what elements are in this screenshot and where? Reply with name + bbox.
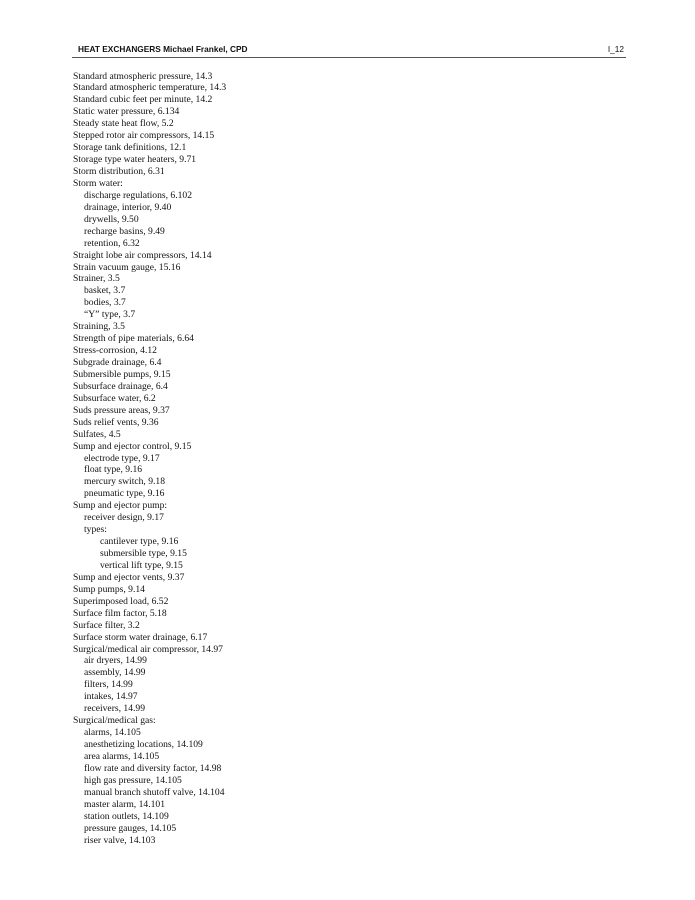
header-title: HEAT EXCHANGERS Michael Frankel, CPD	[78, 44, 248, 54]
index-entry: Strength of pipe materials, 6.64	[73, 333, 194, 345]
index-subentry: station outlets, 14.109	[84, 810, 169, 822]
index-subentry: vertical lift type, 9.15	[100, 559, 183, 571]
index-subentry: cantilever type, 9.16	[100, 536, 179, 548]
index-entry: Standard atmospheric pressure, 14.3	[73, 70, 213, 82]
index-subentry: electrode type, 9.17	[84, 452, 160, 464]
index-subentry: flow rate and diversity factor, 14.98	[84, 762, 222, 774]
index-subentry: discharge regulations, 6.102	[84, 189, 192, 201]
index-entry: Submersible pumps, 9.15	[73, 368, 171, 380]
index-entry: Straight lobe air compressors, 14.14	[73, 249, 212, 261]
index-subentry: retention, 6.32	[84, 237, 140, 249]
page-number: I_12	[607, 44, 624, 54]
index-subentry: filters, 14.99	[84, 679, 133, 691]
index-subentry: recharge basins, 9.49	[84, 225, 165, 237]
index-entry: Storm distribution, 6.31	[73, 166, 165, 177]
index-entry: Surface film factor, 5.18	[73, 607, 167, 619]
index-entry: Sump pumps, 9.14	[73, 583, 145, 595]
index-entry: Straining, 3.5	[73, 321, 125, 333]
index-subentry: drywells, 9.50	[84, 213, 139, 225]
index-entry: Storm water:	[73, 177, 123, 189]
index-entry: Storage tank definitions, 12.1	[73, 142, 187, 154]
index-entry: Stepped rotor air compressors, 14.15	[73, 130, 215, 142]
index-entry: Surgical/medical air compressor, 14.97	[73, 643, 223, 655]
index-subentry: high gas pressure, 14.105	[84, 774, 182, 786]
index-subentry: area alarms, 14.105	[84, 750, 160, 762]
index-entry: Sulfates, 4.5	[73, 428, 121, 440]
index-subentry: master alarm, 14.101	[84, 798, 165, 810]
index-entry: Subsurface water, 6.2	[73, 392, 156, 404]
index-subentry: drainage, interior, 9.40	[84, 201, 172, 213]
index-subentry: air dryers, 14.99	[84, 655, 147, 667]
index-subentry: mercury switch, 9.18	[84, 476, 165, 488]
index-entry: Subsurface drainage, 6.4	[73, 380, 168, 392]
index-subentry: anesthetizing locations, 14.109	[84, 739, 203, 750]
index-subentry: assembly, 14.99	[84, 667, 146, 679]
index-subentry: riser valve, 14.103	[84, 834, 156, 846]
index-subentry: pneumatic type, 9.16	[84, 488, 165, 500]
index-entry: Suds pressure areas, 9.37	[73, 404, 170, 416]
index-entry-list	[73, 71, 613, 847]
index-subentry: “Y” type, 3.7	[84, 309, 136, 321]
index-subentry: pressure gauges, 14.105	[84, 822, 177, 834]
index-entry: Surgical/medical gas:	[73, 715, 156, 727]
index-subentry: manual branch shutoff valve, 14.104	[84, 786, 225, 798]
index-entry: Standard atmospheric temperature, 14.3	[73, 82, 227, 94]
index-subentry: intakes, 14.97	[84, 691, 138, 703]
header-rule	[72, 57, 626, 58]
index-entry: Surface storm water drainage, 6.17	[73, 631, 208, 643]
index-entry: Subgrade drainage, 6.4	[73, 357, 162, 368]
index-subentry: receiver design, 9.17	[84, 512, 164, 524]
index-subentry: basket, 3.7	[84, 285, 126, 297]
index-entry: Surface filter, 3.2	[73, 619, 140, 631]
index-entry: Storage type water heaters, 9.71	[73, 154, 197, 166]
index-entry: Strain vacuum gauge, 15.16	[73, 261, 181, 273]
running-header	[72, 44, 626, 58]
index-entry: Standard cubic feet per minute, 14.2	[73, 94, 213, 106]
index-subentry: alarms, 14.105	[84, 727, 141, 739]
index-entry: Sump and ejector pump:	[73, 500, 168, 512]
index-entry: Sump and ejector vents, 9.37	[73, 571, 185, 583]
index-entry: Suds relief vents, 9.36	[73, 416, 159, 428]
index-entry: Static water pressure, 6.134	[73, 106, 180, 118]
index-subentry: receivers, 14.99	[84, 703, 146, 715]
index-entry: Sump and ejector control, 9.15	[73, 440, 192, 452]
index-entry: Superimposed load, 6.52	[73, 595, 169, 607]
index-entry: Steady state heat flow, 5.2	[73, 118, 174, 130]
index-subentry: types:	[84, 524, 107, 536]
index-subentry: float type, 9.16	[84, 464, 143, 476]
index-entry: Strainer, 3.5	[73, 273, 120, 285]
index-subentry: bodies, 3.7	[84, 297, 126, 309]
index-subentry: submersible type, 9.15	[100, 548, 187, 559]
index-entry: Stress-corrosion, 4.12	[73, 345, 157, 357]
